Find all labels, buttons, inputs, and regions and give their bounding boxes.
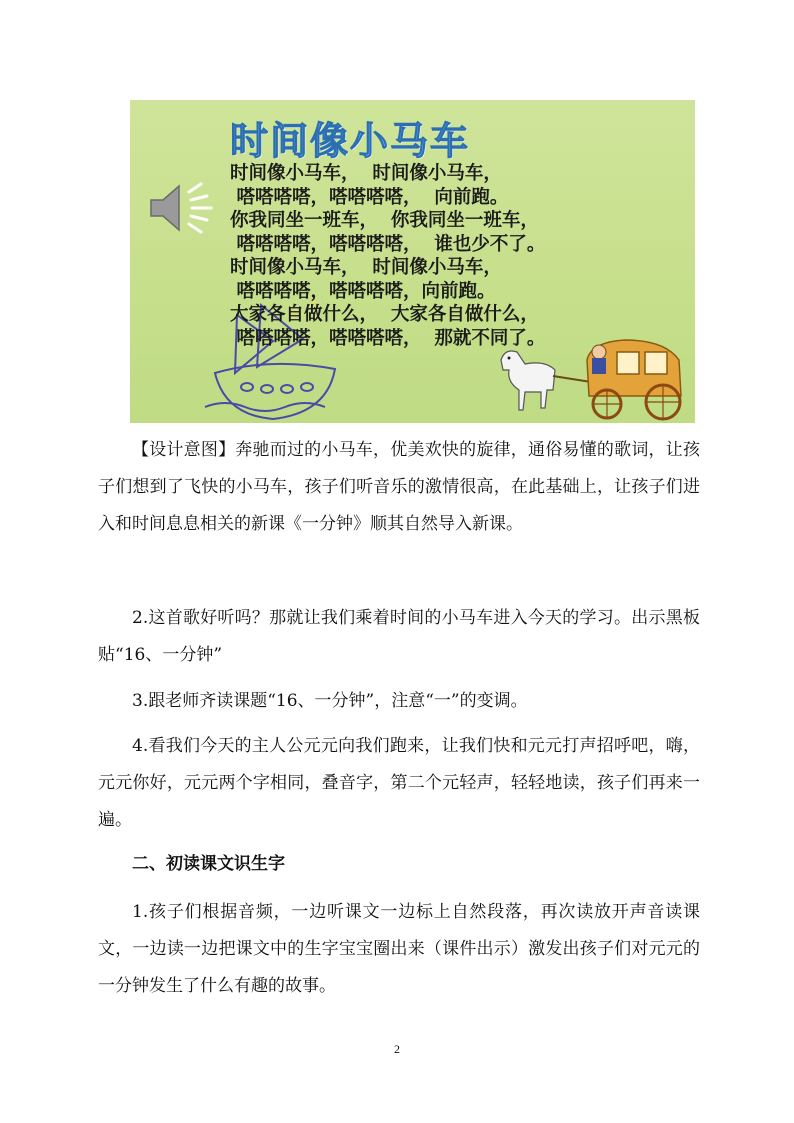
song-slide-image [130, 100, 695, 423]
lyric-line: 你我同坐一班车， 你我同坐一班车， [230, 210, 539, 231]
slide-title: 时间像小马车 [230, 119, 471, 163]
lyric-line: 嗒嗒嗒嗒，嗒嗒嗒嗒， 向前跑。 [230, 186, 509, 208]
lyric-line: 时间像小马车， 时间像小马车， [230, 257, 502, 278]
song-lyrics [230, 162, 545, 350]
step-4-paragraph: 4.看我们今天的主人公元元向我们跑来，让我们快和元元打声招呼吧，嗨，元元你好，元元两个字相同，叠音字，第二个元轻声，轻轻地读，孩子们再来一遍。 [98, 736, 700, 830]
lyric-line: 大家各自做什么， 大家各自做什么， [230, 304, 539, 325]
lyric-line: 嗒嗒嗒嗒，嗒嗒嗒嗒，向前跑。 [230, 280, 496, 302]
lyric-line: 嗒嗒嗒嗒，嗒嗒嗒嗒， 那就不同了。 [230, 327, 546, 349]
step-3-paragraph: 3.跟老师齐读课题“16、一分钟”，注意“一”的变调。 [132, 691, 528, 711]
page-number: 2 [394, 1042, 400, 1056]
step-2-paragraph: 2.这首歌好听吗？那就让我们乘着时间的小马车进入今天的学习。出示黑板贴“16、一分钟” [98, 608, 700, 665]
section-heading: 二、初读课文识生字 [132, 854, 285, 874]
design-intent-paragraph: 【设计意图】奔驰而过的小马车，优美欢快的旋律，通俗易懂的歌词，让孩子们想到了飞快的小马车，孩子们听音乐的激情很高，在此基础上，让孩子们进入和时间息息相关的新课《一分钟》顺其自然导入新课。 [98, 440, 700, 534]
speaker-icon[interactable] [145, 178, 225, 238]
lyric-line: 嗒嗒嗒嗒，嗒嗒嗒嗒， 谁也少不了。 [230, 233, 546, 255]
lyric-line: 时间像小马车， 时间像小马车， [230, 163, 502, 184]
reading-step-1-paragraph: 1.孩子们根据音频，一边听课文一边标上自然段落，再次读放开声音读课文，一边读一边把课文中的生字宝宝圈出来（课件出示）激发出孩子们对元元的一分钟发生了什么有趣的故事。 [98, 902, 700, 996]
